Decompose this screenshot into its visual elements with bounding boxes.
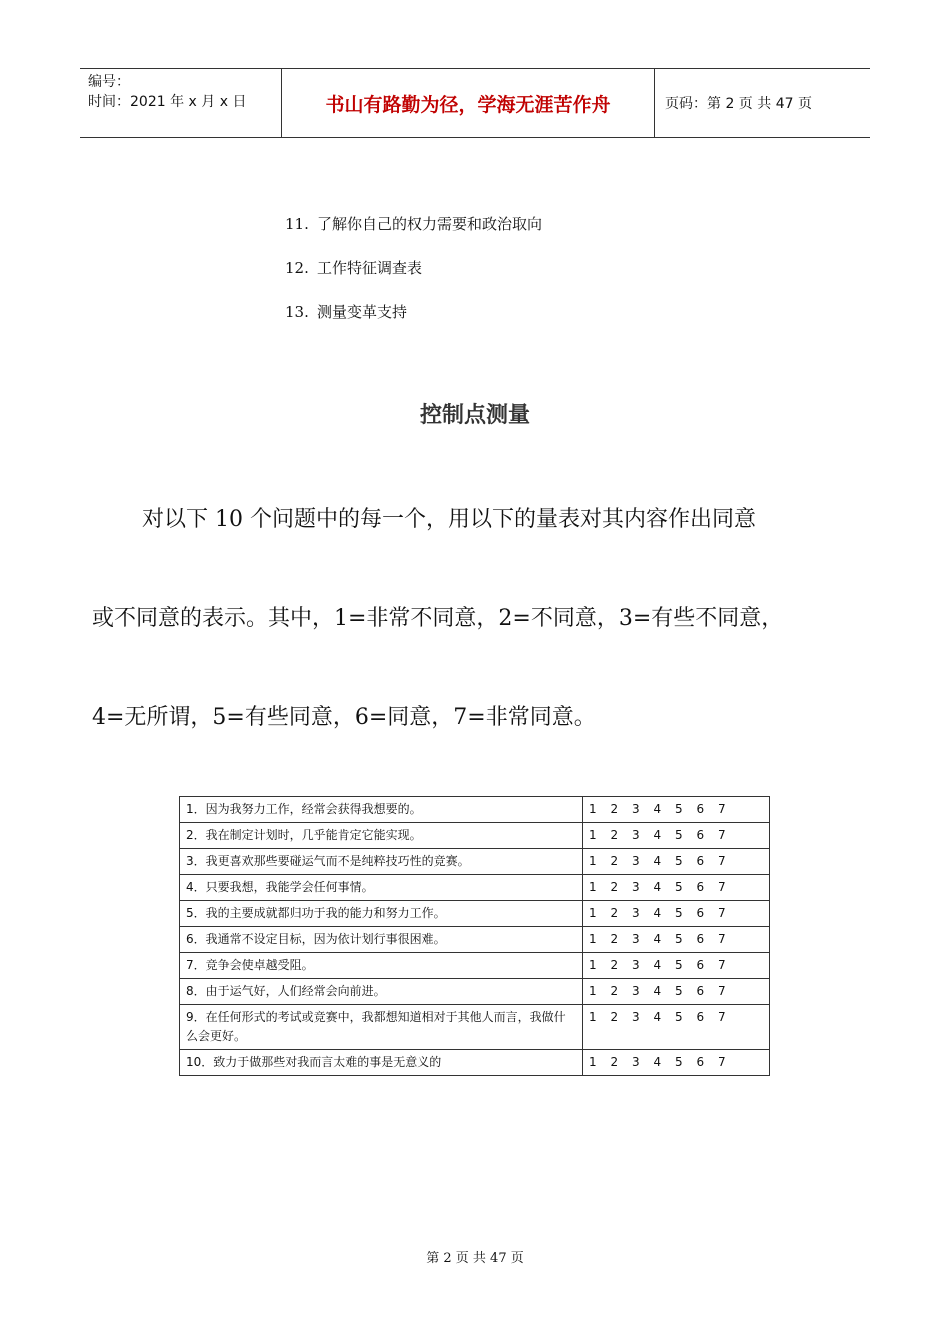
toc-list (285, 212, 542, 344)
rating-option: 7 (718, 1010, 726, 1024)
questionnaire-table (179, 796, 770, 1076)
rating-option: 4 (653, 854, 662, 868)
table-row (180, 849, 770, 875)
paragraph-line: 或不同意的表示。其中，1=非常不同意，2=不同意，3=有些不同意， (92, 606, 784, 631)
rating-option: 5 (675, 932, 683, 946)
rating-scale (583, 1005, 770, 1050)
rating-option: 1 (589, 802, 597, 816)
rating-scale (583, 875, 770, 901)
rating-option: 6 (696, 932, 705, 946)
rating-option: 4 (653, 984, 662, 998)
list-item-number: 11. (285, 215, 309, 233)
rating-option: 2 (610, 1055, 619, 1069)
rating-option: 3 (632, 932, 640, 946)
rating-option: 5 (675, 906, 683, 920)
list-item-number: 12. (285, 259, 309, 277)
paragraph-line: 4=无所谓，5=有些同意，6=同意，7=非常同意。 (92, 705, 596, 730)
table-row (180, 979, 770, 1005)
rating-option: 5 (675, 854, 683, 868)
rating-option: 6 (696, 906, 705, 920)
rating-option: 1 (589, 958, 597, 972)
rating-option: 2 (610, 880, 619, 894)
rating-option: 6 (696, 828, 705, 842)
rating-option: 7 (718, 932, 726, 946)
rating-option: 6 (696, 802, 705, 816)
rating-scale (583, 979, 770, 1005)
rating-option: 2 (610, 932, 619, 946)
list-item-text: 测量变革支持 (317, 303, 408, 321)
rating-option: 3 (632, 828, 640, 842)
question-text: 2．我在制定计划时，几乎能肯定它能实现。 (180, 823, 583, 849)
question-text: 1．因为我努力工作，经常会获得我想要的。 (180, 797, 583, 823)
list-item-text: 工作特征调查表 (317, 259, 423, 277)
table-row (180, 875, 770, 901)
rating-option: 3 (632, 880, 640, 894)
question-text: 3．我更喜欢那些要碰运气而不是纯粹技巧性的竞赛。 (180, 849, 583, 875)
rating-option: 6 (696, 1055, 705, 1069)
rating-option: 7 (718, 984, 726, 998)
rating-option: 2 (610, 906, 619, 920)
page-header (80, 68, 870, 138)
question-text: 6．我通常不设定目标，因为依计划行事很困难。 (180, 927, 583, 953)
table-row (180, 1050, 770, 1076)
rating-option: 5 (675, 1010, 683, 1024)
rating-scale (583, 953, 770, 979)
table-row (180, 797, 770, 823)
rating-option: 3 (632, 1055, 640, 1069)
rating-option: 5 (675, 984, 683, 998)
rating-option: 2 (610, 828, 619, 842)
rating-option: 1 (589, 932, 597, 946)
rating-scale (583, 823, 770, 849)
rating-option: 3 (632, 984, 640, 998)
rating-option: 5 (675, 958, 683, 972)
rating-option: 1 (589, 984, 597, 998)
question-text: 8．由于运气好，人们经常会向前进。 (180, 979, 583, 1005)
rating-option: 4 (653, 1055, 662, 1069)
rating-option: 1 (589, 1010, 597, 1024)
rating-scale (583, 849, 770, 875)
rating-option: 5 (675, 1055, 683, 1069)
rating-option: 7 (718, 1055, 726, 1069)
rating-option: 6 (696, 958, 705, 972)
rating-option: 7 (718, 958, 726, 972)
rating-option: 3 (632, 1010, 640, 1024)
instructions-paragraph (92, 498, 852, 795)
rating-option: 1 (589, 828, 597, 842)
table-row (180, 823, 770, 849)
rating-option: 4 (653, 1010, 662, 1024)
question-text: 5．我的主要成就都归功于我的能力和努力工作。 (180, 901, 583, 927)
rating-scale (583, 901, 770, 927)
serial-label: 编号： (88, 74, 130, 90)
rating-scale (583, 797, 770, 823)
rating-option: 7 (718, 906, 726, 920)
rating-option: 5 (675, 828, 683, 842)
rating-option: 5 (675, 802, 683, 816)
rating-option: 6 (696, 984, 705, 998)
section-title: 控制点测量 (419, 403, 530, 428)
table-row (180, 953, 770, 979)
header-meta (80, 69, 282, 137)
rating-option: 2 (610, 984, 619, 998)
list-item (285, 256, 542, 300)
rating-option: 4 (653, 802, 662, 816)
list-item (285, 300, 542, 344)
rating-option: 3 (632, 802, 640, 816)
rating-option: 1 (589, 906, 597, 920)
rating-option: 7 (718, 802, 726, 816)
rating-option: 2 (610, 1010, 619, 1024)
list-item (285, 212, 542, 256)
rating-scale (583, 927, 770, 953)
rating-option: 7 (718, 854, 726, 868)
paragraph-line: 对以下 10 个问题中的每一个，用以下的量表对其内容作出同意 (142, 507, 756, 532)
rating-option: 5 (675, 880, 683, 894)
question-text: 9．在任何形式的考试或竞赛中，我都想知道相对于其他人而言，我做什么会更好。 (180, 1005, 583, 1050)
rating-option: 6 (696, 854, 705, 868)
question-text: 7．竞争会使卓越受阻。 (180, 953, 583, 979)
rating-option: 2 (610, 802, 619, 816)
rating-scale (583, 1050, 770, 1076)
rating-option: 7 (718, 828, 726, 842)
rating-option: 1 (589, 854, 597, 868)
table-row (180, 1005, 770, 1050)
rating-option: 4 (653, 932, 662, 946)
rating-option: 4 (653, 828, 662, 842)
rating-option: 1 (589, 1055, 597, 1069)
rating-option: 4 (653, 880, 662, 894)
rating-option: 3 (632, 958, 640, 972)
list-item-number: 13. (285, 303, 309, 321)
question-text: 4．只要我想，我能学会任何事情。 (180, 875, 583, 901)
question-text: 10．致力于做那些对我而言太难的事是无意义的 (180, 1050, 583, 1076)
rating-option: 4 (653, 958, 662, 972)
header-motto: 书山有路勤为径，学海无涯苦作舟 (282, 69, 655, 137)
rating-option: 3 (632, 906, 640, 920)
table-row (180, 927, 770, 953)
rating-option: 3 (632, 854, 640, 868)
table-row (180, 901, 770, 927)
rating-option: 1 (589, 880, 597, 894)
rating-option: 6 (696, 880, 705, 894)
rating-option: 2 (610, 958, 619, 972)
page-footer: 第 2 页 共 47 页 (426, 1251, 524, 1266)
rating-option: 7 (718, 880, 726, 894)
time-label: 时间：2021 年 x 月 x 日 (88, 94, 247, 110)
rating-option: 2 (610, 854, 619, 868)
rating-option: 6 (696, 1010, 705, 1024)
rating-option: 4 (653, 906, 662, 920)
header-page-info: 页码：第 2 页 共 47 页 (665, 96, 812, 112)
list-item-text: 了解你自己的权力需要和政治取向 (317, 215, 543, 233)
